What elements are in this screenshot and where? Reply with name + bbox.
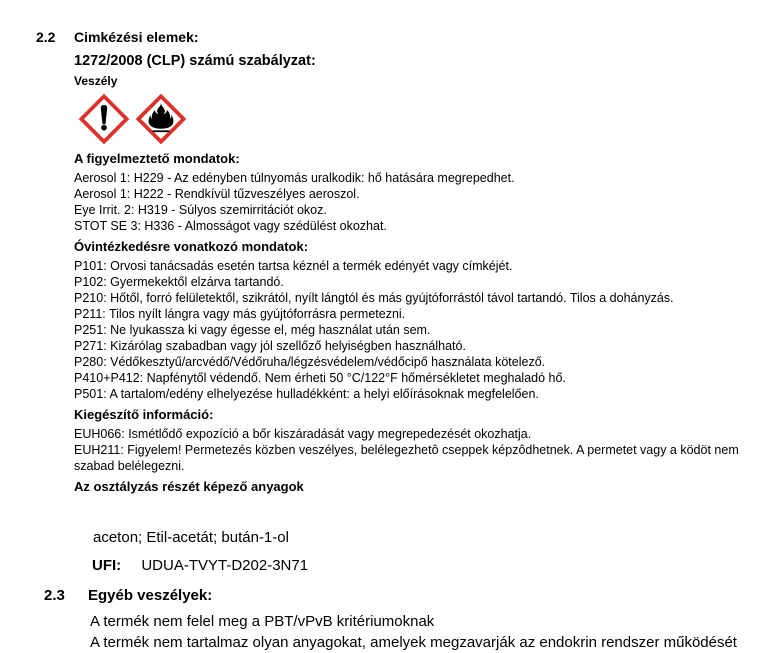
hazard-statement: Eye Irrit. 2: H319 - Súlyos szemirritációt okoz. [74, 202, 749, 218]
section-2-3-title: Egyéb veszélyek: [88, 586, 212, 605]
hazard-statements-heading: A figyelmeztető mondatok: [74, 150, 749, 167]
ghs-pictograms [77, 92, 749, 146]
hazard-statement: STOT SE 3: H336 - Almosságot vagy szédülést okozhat. [74, 218, 749, 234]
ufi-row [92, 556, 749, 575]
supplemental-statement: EUH066: Ismétlődő expozíció a bőr kiszáradását vagy megrepedezését okozhatja. [74, 426, 749, 442]
hazard-statement: Aerosol 1: H222 - Rendkívül tűzveszélyes aeroszol. [74, 186, 749, 202]
section-2-3-number: 2.3 [44, 586, 88, 605]
hazard-statement: Aerosol 1: H229 - Az edényben túlnyomás uralkodik: hő hatására megrepedhet. [74, 170, 749, 186]
precautionary-statements-heading: Óvintézkedésre vonatkozó mondatok: [74, 238, 749, 255]
ufi-label: UFI: [92, 557, 121, 574]
section-2-2-number: 2.2 [36, 28, 74, 46]
precautionary-statement: P210: Hőtől, forró felületektől, szikrától, nyílt lángtól és más gyújtóforrástól távol tartandó. Tilos a dohányzás. [74, 290, 749, 306]
section-2-2-title: Cimkézési elemek: [74, 28, 199, 46]
precautionary-statements-list [74, 258, 749, 402]
precautionary-statement: P211: Tilos nyílt lángra vagy más gyújtóforrásra permetezni. [74, 306, 749, 322]
supplemental-info-heading: Kiegészítő információ: [74, 406, 749, 423]
section-2-3-header [36, 586, 749, 605]
classification-substances-heading: Az osztályzás részét képező anyagok [74, 478, 749, 495]
exclamation-dot [101, 125, 107, 131]
precautionary-statement: P101: Orvosi tanácsadás esetén tartsa kéznél a termék edényét vagy címkéjét. [74, 258, 749, 274]
classification-substances-value: aceton; Etil-acetát; bután-1-ol [93, 528, 749, 547]
precautionary-statement: P271: Kizárólag szabadban vagy jól szellőző helyiségben használható. [74, 338, 749, 354]
precautionary-statement: P410+P412: Napfénytől védendő. Nem érheti 50 °C/122°F hőmérsékletet meghaladó hő. [74, 370, 749, 386]
ghs02-flame-icon [134, 92, 188, 146]
precautionary-statement: P102: Gyermekektől elzárva tartandó. [74, 274, 749, 290]
ghs07-exclamation-mark-icon [77, 92, 131, 146]
section-2-2-header [36, 28, 749, 46]
other-hazards-line: A termék nem felel meg a PBT/vPvB kritériumoknak [90, 612, 749, 633]
precautionary-statement: P280: Védőkesztyű/arcvédő/Védőruha/légzésvédelem/védőcipő használata kötelező. [74, 354, 749, 370]
section-2-2-content [74, 52, 749, 575]
section-2-3-content [90, 612, 749, 653]
other-hazards-line: A termék nem tartalmaz olyan anyagokat, amelyek megzavarják az endokrin rendszer működését [90, 633, 749, 653]
precautionary-statement: P501: A tartalom/edény elhelyezése hulladékként: a helyi előírásoknak megfelelően. [74, 386, 749, 402]
precautionary-statement: P251: Ne lyukassza ki vagy égesse el, még használat után sem. [74, 322, 749, 338]
hazard-statements-list [74, 170, 749, 234]
flame-baseline [152, 130, 169, 132]
ufi-value: UDUA-TVYT-D202-3N71 [141, 557, 308, 574]
signal-word: Veszély [74, 74, 749, 89]
clp-regulation-heading: 1272/2008 (CLP) számú szabályzat: [74, 52, 749, 70]
supplemental-statement: EUH211: Figyelem! Permetezés közben veszélyes, belélegezhetô cseppek képzôdhetnek. A permetet vagy a ködöt nem szabad belélegezni. [74, 442, 749, 474]
supplemental-info-list [74, 426, 749, 474]
